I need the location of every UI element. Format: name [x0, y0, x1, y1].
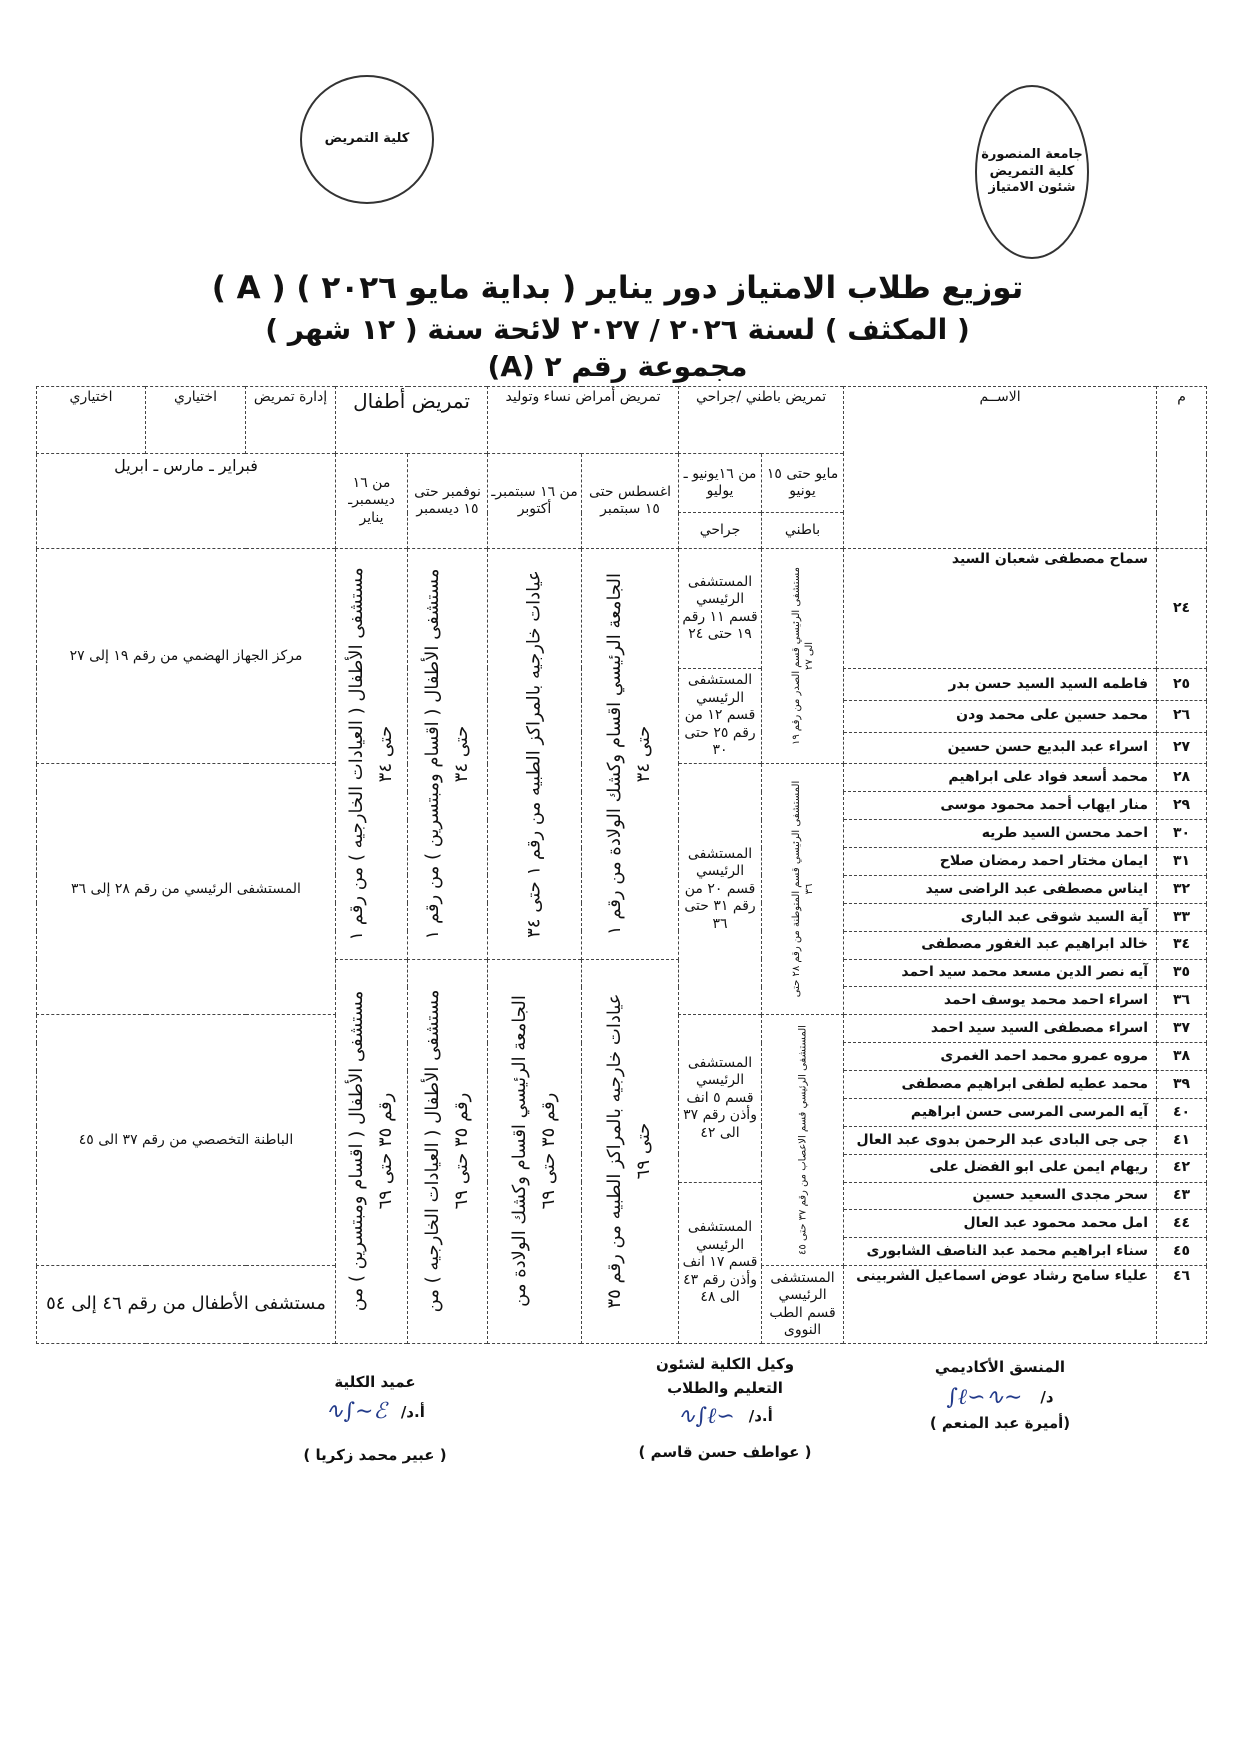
group-number: مجموعة رقم ٢ (A): [487, 350, 748, 383]
row-number: ٣٥: [1157, 959, 1207, 987]
header-admin: إدارة تمريض: [246, 387, 336, 454]
surgical-cell-12: المستشفى الرئيسي قسم ١٢ من رقم ٢٥ حتى ٣٠: [679, 668, 762, 764]
peds-nov-top: مستشفى الأطفال ( اقسام ومبتسرين ) من رقم ١ حتى ٣٤: [408, 549, 488, 959]
vice-dean-handwriting: ∼ℓ∫∿: [677, 1404, 735, 1429]
period-nov-dec: نوفمبر حتى ١٥ ديسمبر: [408, 454, 488, 549]
row-number: ٤٥: [1157, 1238, 1207, 1266]
peds-nov-bottom: مستشفى الأطفال ( العيادات الخارجيه ) من رقم ٣٥ حتى ٦٩: [408, 959, 488, 1343]
student-name: اسراء مصطفى السيد سيد احمد: [844, 1015, 1157, 1043]
admin-childrens-hospital: مستشفى الأطفال من رقم ٤٦ إلى ٥٤: [37, 1266, 336, 1344]
vice-dean-signature: [600, 1355, 850, 1461]
obgyn-aug-top: الجامعة الرئيسي اقسام وكشك الولادة من رقم ١ حتى ٣٤: [582, 549, 679, 959]
coordinator-name: (أميرة عبد المنعم ): [929, 1414, 1071, 1432]
student-name: منار ايهاب أحمد محمود موسى: [844, 792, 1157, 820]
header-obgyn: تمريض أمراض نساء وتوليد: [488, 387, 679, 454]
row-number: ٤٢: [1157, 1154, 1207, 1182]
student-name: سماح مصطفى شعبان السيد: [844, 549, 1157, 669]
row-number: ٢٦: [1157, 700, 1207, 732]
vice-dean-name: ( عواطف حسن قاسم ): [638, 1443, 812, 1461]
dean-handwriting: ℰ∽∫∿: [325, 1399, 387, 1424]
student-name: محمد عطيه لطفى ابراهيم مصطفى: [844, 1071, 1157, 1099]
student-name: امل محمد محمود عبد العال: [844, 1210, 1157, 1238]
row-number: ٢٩: [1157, 792, 1207, 820]
internal-cell-neuro: المستشفى الرئيسي قسم الاعصاب من رقم ٣٧ حتى ٤٥: [762, 1015, 844, 1266]
document-subtitle: ( المكثف ) لسنة ٢٠٢٦ / ٢٠٢٧ لائحة سنة ( ١٢ شهر ): [265, 313, 970, 346]
dean-name: ( عبير محمد زكريا ): [303, 1446, 447, 1464]
surgical-cell-5-ent: المستشفى الرئيسي قسم ٥ انف وأذن رقم ٣٧ الى ٤٢: [679, 1015, 762, 1182]
admin-main-hospital: المستشفى الرئيسي من رقم ٢٨ إلى ٣٦: [37, 764, 336, 1015]
peds-dec-bottom: مستشفى الأطفال ( اقسام ومبتسرين ) من رقم ٣٥ حتى ٦٩: [336, 959, 408, 1343]
row-number: ٣٨: [1157, 1043, 1207, 1071]
period-dec-jan: من ١٦ ديسمبرـ يناير: [336, 454, 408, 549]
dean-title: عميد الكلية: [334, 1373, 416, 1391]
student-name: جى جى البادى عبد الرحمن بدوى عبد العال: [844, 1126, 1157, 1154]
row-number: ٢٥: [1157, 668, 1207, 700]
document-title: توزيع طلاب الامتياز دور يناير ( بداية مايو ٢٠٢٦ ) ( A ): [211, 270, 1024, 306]
dean-prefix: أ.د/: [400, 1402, 425, 1421]
row-number: ٣٦: [1157, 987, 1207, 1015]
surgical-cell-11: المستشفى الرئيسي قسم ١١ رقم ١٩ حتى ٢٤: [679, 549, 762, 669]
coordinator-title: المنسق الأكاديمي: [934, 1358, 1066, 1376]
row-number: ٣١: [1157, 848, 1207, 876]
row-number: ٤٠: [1157, 1098, 1207, 1126]
obgyn-sep-top: عيادات خارجيه بالمراكز الطبيه من رقم ١ حتى ٣٤: [488, 549, 582, 959]
student-name: فاطمه السيد السيد حسن بدر: [844, 668, 1157, 700]
student-name: اسراء احمد محمد يوسف احمد: [844, 987, 1157, 1015]
university-seal-text: جامعة المنصورة كلية التمريض شئون الامتياز: [981, 146, 1083, 196]
row-number: ٤٤: [1157, 1210, 1207, 1238]
coordinator-signature: [790, 1358, 1210, 1432]
vice-dean-prefix: أ.د/: [748, 1407, 773, 1425]
student-name: محمد أسعد فواد على ابراهيم: [844, 764, 1157, 792]
row-number: ٢٧: [1157, 732, 1207, 764]
faculty-logo-text: كلية التمريض: [324, 131, 410, 147]
row-number: ٢٨: [1157, 764, 1207, 792]
student-name: ايناس مصطفى عبد الراضى سيد: [844, 875, 1157, 903]
row-number: ٤١: [1157, 1126, 1207, 1154]
student-name: اسراء عبد البديع حسن حسين: [844, 732, 1157, 764]
sub-internal: باطني: [762, 513, 844, 549]
row-number: ٣٧: [1157, 1015, 1207, 1043]
vice-dean-title-1: وكيل الكلية لشئون: [655, 1355, 795, 1373]
student-name: ايمان مختار احمد رمضان صلاح: [844, 848, 1157, 876]
period-feb-apr: فبراير ـ مارس ـ ابريل: [37, 454, 336, 549]
header-number: م: [1157, 387, 1207, 549]
obgyn-aug-bottom: عيادات خارجيه بالمراكز الطبيه من رقم ٣٥ حتى ٦٩: [582, 959, 679, 1343]
header-name: الاســم: [844, 387, 1157, 549]
row-number: ٣٩: [1157, 1071, 1207, 1099]
student-name: ريهام ايمن على ابو الفضل على: [844, 1154, 1157, 1182]
student-name: سناء ابراهيم محمد عبد الناصف الشابورى: [844, 1238, 1157, 1266]
faculty-logo-left: [300, 75, 434, 204]
surgical-cell-20: المستشفى الرئيسي قسم ٢٠ من رقم ٣١ حتى ٣٦: [679, 764, 762, 1015]
header-elective-2: اختياري: [37, 387, 146, 454]
student-name: خالد ابراهيم عبد الغفور مصطفى: [844, 931, 1157, 959]
university-seal-right: [975, 85, 1089, 259]
sub-surgical: جراحي: [679, 513, 762, 549]
row-number: ٤٣: [1157, 1182, 1207, 1210]
surgical-cell-17-ent: المستشفى الرئيسي قسم ١٧ انف وأذن رقم ٤٣ الى ٤٨: [679, 1182, 762, 1343]
dean-signature: [245, 1373, 505, 1464]
header-peds: تمريض أطفال: [336, 387, 488, 454]
row-number: ٣٤: [1157, 931, 1207, 959]
internal-cell-endemic: المستشفى الرئيسي قسم المتوطنة من رقم ٢٨ حتى ٣٦: [762, 764, 844, 1015]
period-aug-sep: اغسطس حتى ١٥ سبتمبر: [582, 454, 679, 549]
student-name: مروه عمرو محمد احمد الغمرى: [844, 1043, 1157, 1071]
internal-cell-chest: مستشفى الرئيسي قسم الصدر من رقم ١٩ الى ٢٧: [762, 549, 844, 764]
student-name: احمد محسن السيد طريه: [844, 820, 1157, 848]
distribution-table: [36, 386, 1207, 1344]
student-name: محمد حسين على محمد ودن: [844, 700, 1157, 732]
row-number: ٣٢: [1157, 875, 1207, 903]
coordinator-handwriting: ∽∿∼ℓ∫: [946, 1385, 1023, 1410]
row-number: ٣٣: [1157, 903, 1207, 931]
obgyn-sep-bottom: الجامعة الرئيسي اقسام وكشك الولادة من رقم ٣٥ حتى ٦٩: [488, 959, 582, 1343]
row-number: ٤٦: [1157, 1266, 1207, 1344]
header-medsurg: تمريض باطني /جراحي: [679, 387, 844, 454]
internal-cell-nuclear: المستشفى الرئيسي قسم الطب النووى: [762, 1266, 844, 1344]
student-name: آيه المرسى المرسى حسن ابراهيم: [844, 1098, 1157, 1126]
admin-specialized-internal: الباطنة التخصصي من رقم ٣٧ الى ٤٥: [37, 1015, 336, 1266]
student-name: آية السيد شوقى عبد البارى: [844, 903, 1157, 931]
period-june-july: من ١٦يونيو ـ يوليو: [679, 454, 762, 513]
coordinator-prefix: د/: [1040, 1388, 1054, 1406]
peds-dec-top: مستشفى الأطفال ( العيادات الخارجيه ) من رقم ١ حتى ٣٤: [336, 549, 408, 959]
vice-dean-title-2: التعليم والطلاب: [667, 1379, 783, 1397]
header-elective-1: اختياري: [146, 387, 246, 454]
admin-digestive-center: مركز الجهاز الهضمي من رقم ١٩ إلى ٢٧: [37, 549, 336, 764]
period-may-june: مايو حتى ١٥ يونيو: [762, 454, 844, 513]
row-number: ٣٠: [1157, 820, 1207, 848]
period-sep-oct: من ١٦ سبتمبرـ أكتوبر: [488, 454, 582, 549]
student-name: سحر مجدى السعيد حسين: [844, 1182, 1157, 1210]
student-name: آيه نصر الدين مسعد محمد سيد احمد: [844, 959, 1157, 987]
student-name: علياء سامح رشاد عوض اسماعيل الشربينى: [844, 1266, 1157, 1344]
row-number: ٢٤: [1157, 549, 1207, 669]
